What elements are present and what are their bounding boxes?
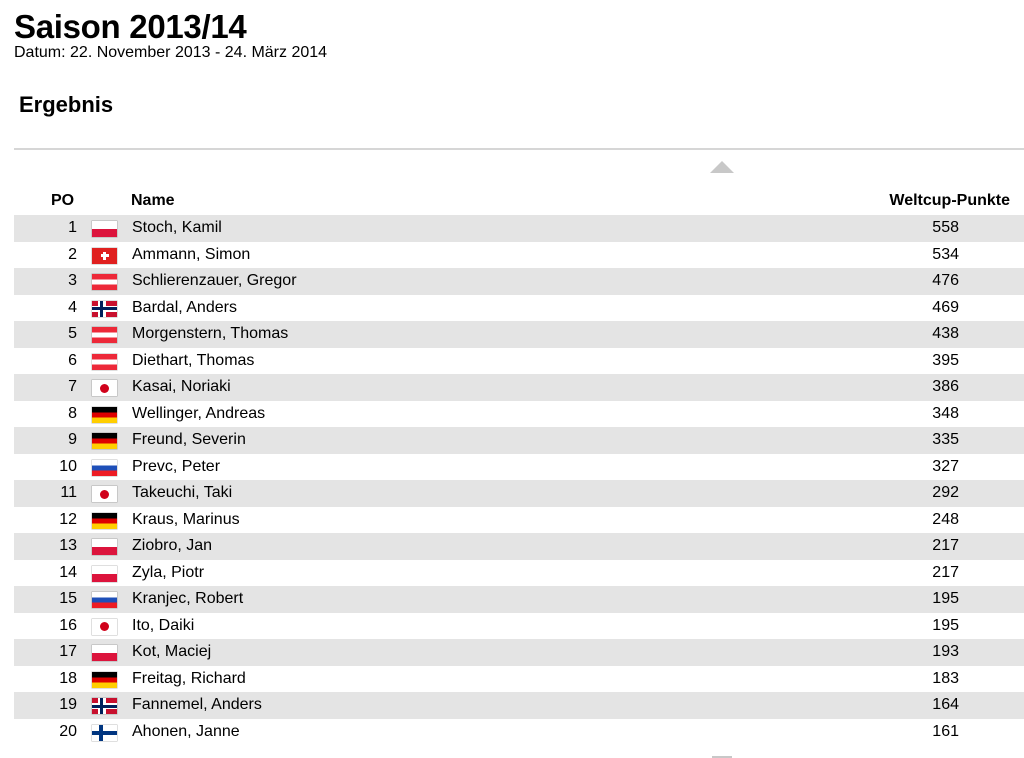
rank-cell: 5 — [68, 325, 77, 342]
rank-cell: 7 — [68, 378, 77, 395]
table-row[interactable] — [14, 374, 1024, 401]
table-row[interactable] — [14, 586, 1024, 613]
points-cell: 217 — [932, 563, 959, 581]
athlete-name: Ziobro, Jan — [132, 537, 213, 554]
table-row[interactable] — [14, 639, 1024, 666]
flag-icon — [92, 672, 117, 688]
points-cell: 438 — [932, 325, 959, 342]
athlete-name: Takeuchi, Taki — [132, 484, 233, 501]
points-cell: 335 — [932, 431, 959, 448]
flag-icon — [92, 566, 117, 582]
points-cell: 292 — [932, 484, 959, 501]
rank-cell: 1 — [68, 219, 77, 236]
flag-icon — [92, 380, 117, 396]
table-row[interactable] — [14, 348, 1024, 375]
table-row[interactable] — [14, 215, 1024, 242]
rank-cell: 20 — [59, 722, 77, 740]
athlete-name: Prevc, Peter — [132, 457, 221, 475]
rank-cell: 12 — [59, 510, 77, 528]
rank-cell: 15 — [59, 590, 77, 607]
rank-cell: 8 — [68, 404, 77, 422]
athlete-name: Freund, Severin — [132, 431, 246, 448]
rank-cell: 6 — [68, 351, 77, 369]
athlete-name: Ahonen, Janne — [132, 722, 240, 740]
points-cell: 395 — [932, 351, 959, 369]
athlete-name: Kraus, Marinus — [132, 510, 240, 528]
flag-icon — [92, 433, 117, 449]
points-cell: 476 — [932, 272, 959, 289]
athlete-name: Kot, Maciej — [132, 643, 212, 660]
athlete-name: Kasai, Noriaki — [132, 378, 231, 395]
rank-cell: 14 — [59, 563, 77, 581]
flag-icon — [92, 513, 117, 529]
flag-icon — [92, 645, 117, 661]
points-cell: 558 — [932, 219, 959, 236]
table-row[interactable] — [14, 507, 1024, 534]
athlete-name: Stoch, Kamil — [132, 219, 222, 236]
table-row[interactable] — [14, 719, 1024, 746]
season-title: Saison 2013/14 — [14, 8, 247, 45]
flag-icon — [92, 407, 117, 423]
points-cell: 327 — [932, 457, 959, 475]
flag-icon — [92, 327, 117, 343]
flag-icon — [92, 725, 117, 741]
points-cell: 195 — [932, 590, 959, 607]
flag-icon — [92, 274, 117, 290]
athlete-name: Fannemel, Anders — [132, 696, 262, 713]
athlete-name: Ito, Daiki — [132, 616, 195, 634]
table-row[interactable] — [14, 454, 1024, 481]
points-cell: 386 — [932, 378, 959, 395]
rank-cell: 19 — [59, 696, 77, 713]
points-cell: 217 — [932, 537, 959, 554]
table-row[interactable] — [14, 560, 1024, 587]
rank-cell: 18 — [59, 669, 77, 687]
table-row[interactable] — [14, 268, 1024, 295]
sort-up-icon[interactable] — [710, 161, 734, 173]
flag-icon — [92, 592, 117, 608]
flag-icon — [92, 698, 117, 714]
points-cell: 161 — [932, 722, 959, 740]
athlete-name: Zyla, Piotr — [132, 563, 205, 581]
table-header — [14, 189, 1024, 213]
athlete-name: Bardal, Anders — [132, 298, 237, 316]
divider — [14, 148, 1024, 150]
athlete-name: Freitag, Richard — [132, 669, 246, 687]
column-header-points[interactable]: Weltcup-Punkte — [889, 192, 1010, 209]
flag-icon — [92, 539, 117, 555]
points-cell: 195 — [932, 616, 959, 634]
results-table — [14, 215, 1024, 745]
flag-icon — [92, 460, 117, 476]
table-row[interactable] — [14, 613, 1024, 640]
table-row[interactable] — [14, 666, 1024, 693]
rank-cell: 13 — [59, 537, 77, 554]
table-row[interactable] — [14, 533, 1024, 560]
table-row[interactable] — [14, 427, 1024, 454]
flag-icon — [92, 354, 117, 370]
table-row[interactable] — [14, 401, 1024, 428]
rank-cell: 4 — [68, 298, 77, 316]
column-header-name[interactable]: Name — [131, 192, 175, 209]
points-cell: 193 — [932, 643, 959, 660]
rank-cell: 16 — [59, 616, 77, 634]
rank-cell: 11 — [60, 484, 77, 501]
flag-icon — [92, 486, 117, 502]
rank-cell: 9 — [68, 431, 77, 448]
athlete-name: Morgenstern, Thomas — [132, 325, 289, 342]
table-row[interactable] — [14, 242, 1024, 269]
points-cell: 248 — [932, 510, 959, 528]
table-row[interactable] — [14, 295, 1024, 322]
date-range: Datum: 22. November 2013 - 24. März 2014 — [14, 44, 328, 61]
table-row[interactable] — [14, 480, 1024, 507]
flag-icon — [92, 301, 117, 317]
column-header-pos[interactable]: PO — [51, 192, 75, 209]
table-row[interactable] — [14, 692, 1024, 719]
athlete-name: Wellinger, Andreas — [132, 404, 266, 422]
rank-cell: 17 — [59, 643, 77, 660]
table-row[interactable] — [14, 321, 1024, 348]
flag-icon — [92, 221, 117, 237]
section-title: Ergebnis — [19, 92, 114, 117]
athlete-name: Diethart, Thomas — [132, 351, 255, 369]
flag-icon — [92, 248, 117, 264]
athlete-name: Kranjec, Robert — [132, 590, 244, 607]
points-cell: 348 — [932, 404, 959, 422]
athlete-name: Schlierenzauer, Gregor — [132, 272, 297, 289]
points-cell: 183 — [932, 669, 959, 687]
rank-cell: 2 — [68, 245, 77, 263]
athlete-name: Ammann, Simon — [132, 245, 251, 263]
points-cell: 534 — [932, 245, 959, 263]
points-cell: 469 — [932, 298, 959, 316]
points-cell: 164 — [932, 696, 959, 713]
rank-cell: 3 — [68, 272, 77, 289]
flag-icon — [92, 619, 117, 635]
rank-cell: 10 — [59, 457, 77, 475]
